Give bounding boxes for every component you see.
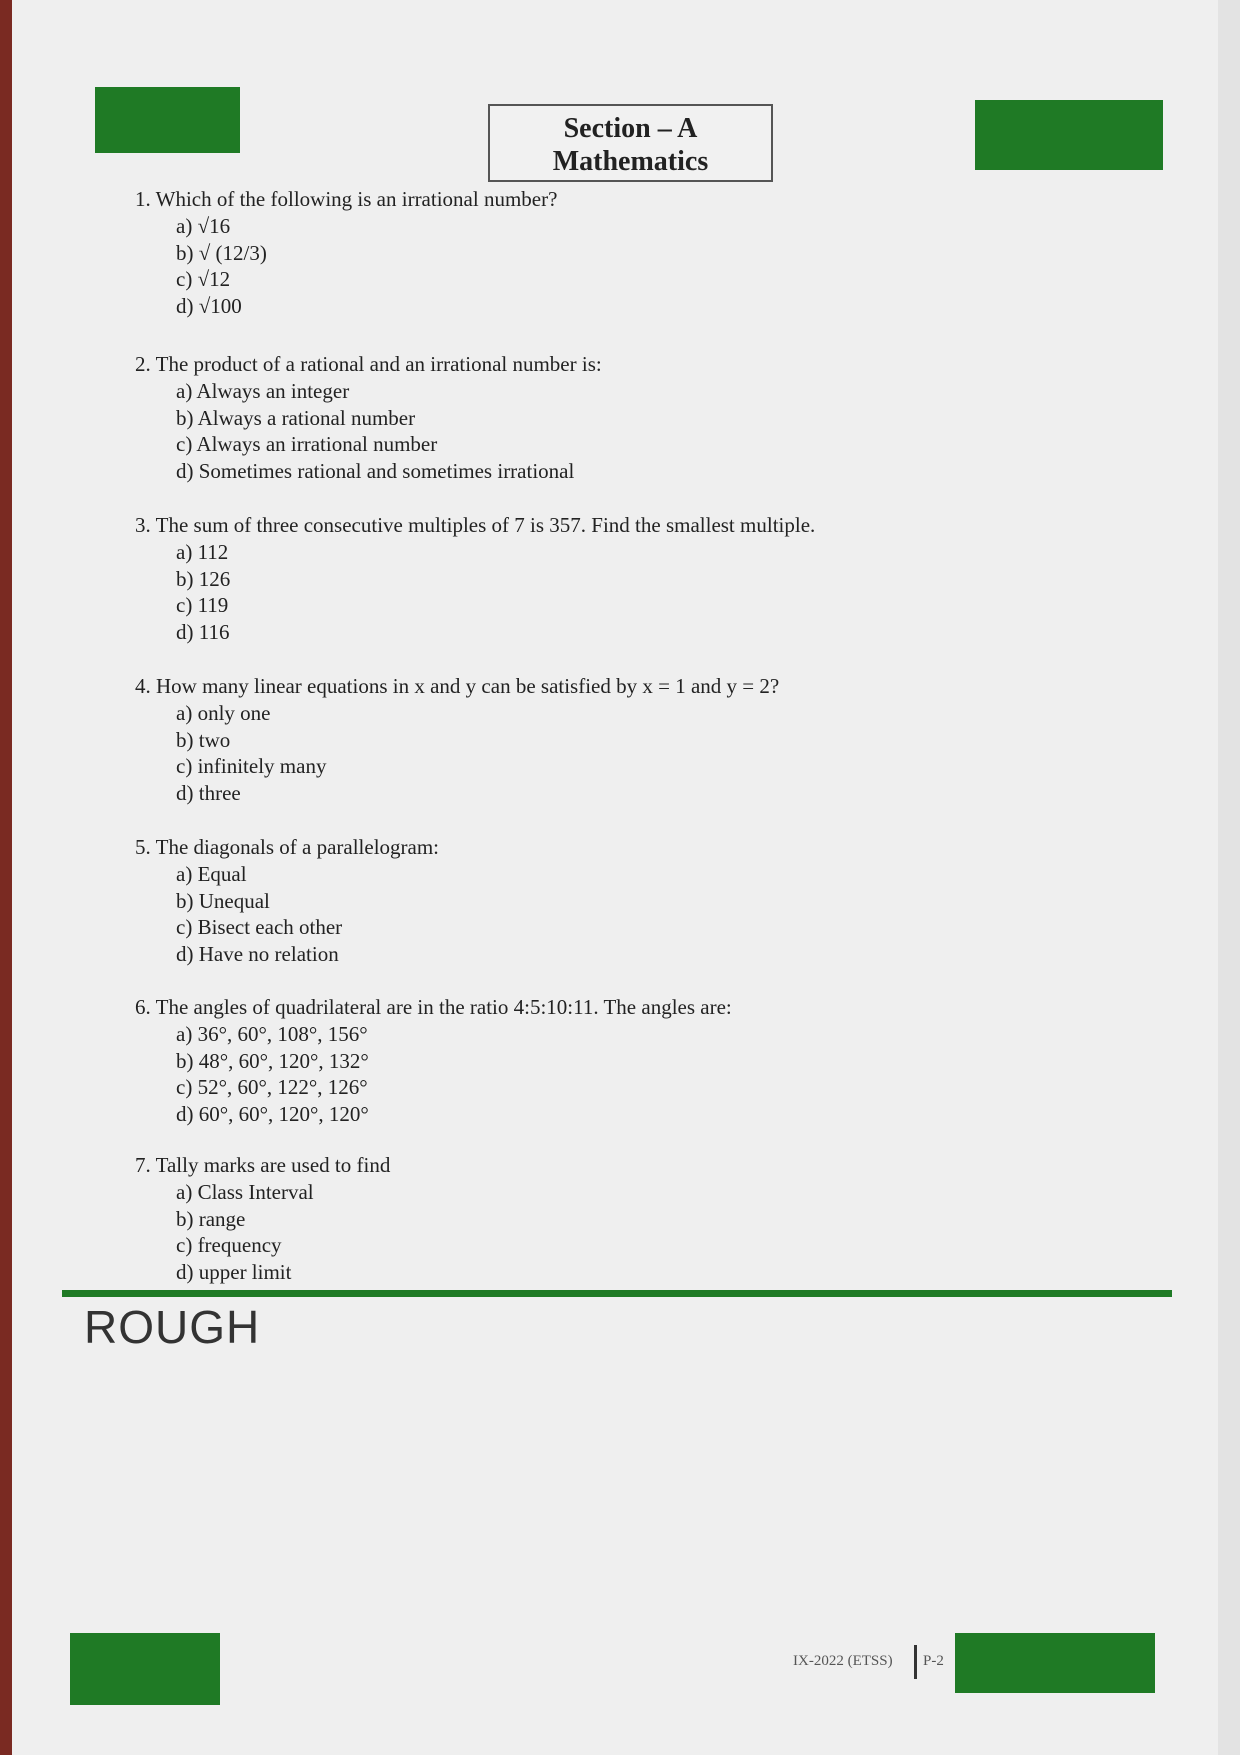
option-c: c) Bisect each other xyxy=(176,915,343,939)
footer-separator xyxy=(914,1645,917,1679)
question-5 xyxy=(135,834,439,967)
page-number: P-2 xyxy=(923,1653,944,1669)
option-a: a) 36°, 60°, 108°, 156° xyxy=(176,1022,368,1046)
question-text: 4. How many linear equations in x and y can be satisfied by x = 1 and y = 2? xyxy=(135,674,780,698)
option-c: c) Always an irrational number xyxy=(176,432,438,456)
option-a: a) 112 xyxy=(176,540,229,564)
option-d: d) upper limit xyxy=(176,1259,292,1284)
question-text: 1. Which of the following is an irrational number? xyxy=(135,187,558,211)
option-a: a) only one xyxy=(176,701,271,725)
option-d: d) 116 xyxy=(176,619,230,644)
option-d: d) three xyxy=(176,780,241,805)
option-b: b) √ (12/3) xyxy=(176,240,267,265)
green-corner-block-bottom-right xyxy=(955,1633,1155,1693)
option-a: a) √16 xyxy=(176,214,231,238)
paper-code: IX-2022 (ETSS) xyxy=(793,1653,893,1669)
option-c: c) 119 xyxy=(176,593,229,617)
green-corner-block-top-left xyxy=(95,87,240,153)
green-corner-block-top-right xyxy=(975,100,1163,170)
section-header-box xyxy=(488,104,773,182)
page-edge xyxy=(1218,0,1240,1755)
question-6 xyxy=(135,994,732,1127)
option-b: b) 48°, 60°, 120°, 132° xyxy=(176,1048,369,1073)
option-c: c) infinitely many xyxy=(176,754,327,778)
option-a: a) Equal xyxy=(176,862,247,886)
question-3 xyxy=(135,512,815,645)
option-c: c) 52°, 60°, 122°, 126° xyxy=(176,1075,368,1099)
option-b: b) Always a rational number xyxy=(176,405,416,430)
option-c: c) frequency xyxy=(176,1233,282,1257)
option-a: a) Class Interval xyxy=(176,1180,314,1204)
option-d: d) Sometimes rational and sometimes irrational xyxy=(176,458,575,483)
option-d: d) 60°, 60°, 120°, 120° xyxy=(176,1101,369,1126)
rough-work-label: ROUGH xyxy=(84,1301,261,1353)
option-b: b) range xyxy=(176,1206,246,1231)
question-2 xyxy=(135,351,602,484)
option-c: c) √12 xyxy=(176,267,231,291)
option-d: d) Have no relation xyxy=(176,941,339,966)
question-text: 6. The angles of quadrilateral are in the ratio 4:5:10:11. The angles are: xyxy=(135,995,732,1019)
question-text: 2. The product of a rational and an irrational number is: xyxy=(135,352,602,376)
question-7 xyxy=(135,1152,390,1285)
question-1 xyxy=(135,186,557,319)
question-text: 5. The diagonals of a parallelogram: xyxy=(135,835,440,859)
question-text: 3. The sum of three consecutive multiples of 7 is 357. Find the smallest multiple. xyxy=(135,513,816,537)
option-b: b) Unequal xyxy=(176,888,270,913)
option-b: b) two xyxy=(176,727,231,752)
question-4 xyxy=(135,673,779,806)
question-text: 7. Tally marks are used to find xyxy=(135,1153,391,1177)
option-b: b) 126 xyxy=(176,566,231,591)
section-title: Section – A xyxy=(563,113,698,144)
option-d: d) √100 xyxy=(176,293,242,318)
rough-divider xyxy=(62,1290,1172,1297)
subject-title: Mathematics xyxy=(552,146,709,177)
option-a: a) Always an integer xyxy=(176,379,350,403)
green-corner-block-bottom-left xyxy=(70,1633,220,1705)
